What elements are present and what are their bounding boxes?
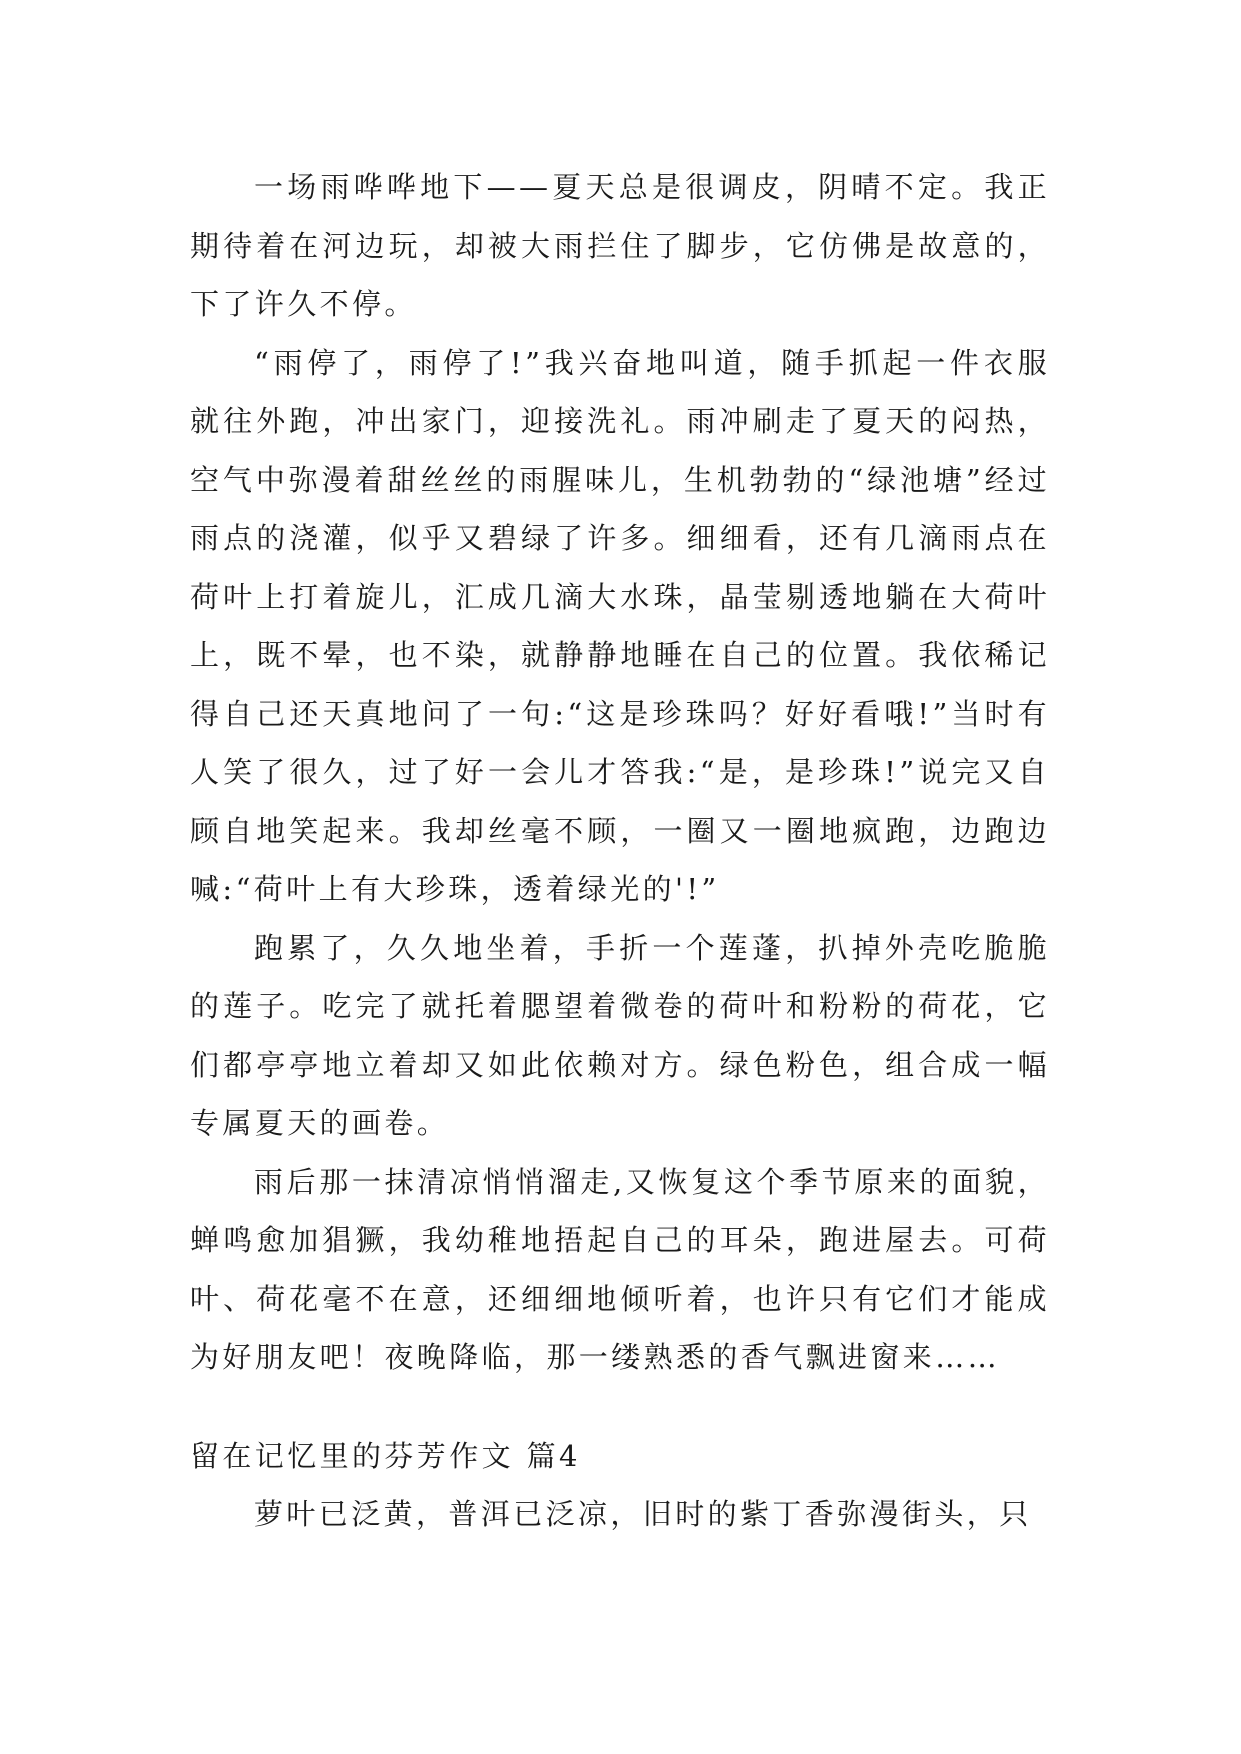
paragraph-pearls: “雨停了，雨停了!”我兴奋地叫道，随手抓起一件衣服就往外跑，冲出家门，迎接洗礼。雨冲刷走了夏天的闷热，空气中弥漫着甜丝丝的雨腥味儿，生机勃勃的“绿池塘”经过雨点的浇灌，似乎又碧绿了许多。细细看，还有几滴雨点在荷叶上打着旋儿，汇成几滴大水珠，晶莹剔透地躺在大荷叶上，既不晕，也不染，就静静地睡在自己的位置。我依稀记得自己还天真地问了一句:“这是珍珠吗？好好看哦!”当时有人笑了很久，过了好一会儿才答我:“是，是珍珠!”说完又自顾自地笑起来。我却丝毫不顾，一圈又一圈地疯跑，边跑边喊:“荷叶上有大珍珠，透着绿光的'!” bbox=[190, 345, 1050, 906]
paragraph-evening: 雨后那一抹清凉悄悄溜走,又恢复这个季节原来的面貌，蝉鸣愈加猖獗，我幼稚地捂起自己的耳朵，跑进屋去。可荷叶、荷花毫不在意，还细细地倾听着，也许只有它们才能成为好朋友吧！夜晚降临，那一缕熟悉的香气飘进窗来…… bbox=[190, 1164, 1050, 1374]
paragraph-rain: 一场雨哗哗地下——夏天总是很调皮，阴晴不定。我正期待着在河边玩，却被大雨拦住了脚步，它仿佛是故意的，下了许久不停。 bbox=[190, 170, 1050, 321]
paragraph-next: 萝叶已泛黄，普洱已泛凉，旧时的紫丁香弥漫街头，只 bbox=[254, 1497, 1032, 1531]
section-heading: 留在记忆里的芬芳作文 篇4 bbox=[190, 1438, 581, 1473]
paragraph-lotus-seeds: 跑累了，久久地坐着，手折一个莲蓬，扒掉外壳吃脆脆的莲子。吃完了就托着腮望着微卷的荷叶和粉粉的荷花，它们都亭亭地立着却又如此依赖对方。绿色粉色，组合成一幅专属夏天的画卷。 bbox=[190, 930, 1050, 1140]
document-page bbox=[190, 158, 1050, 1544]
